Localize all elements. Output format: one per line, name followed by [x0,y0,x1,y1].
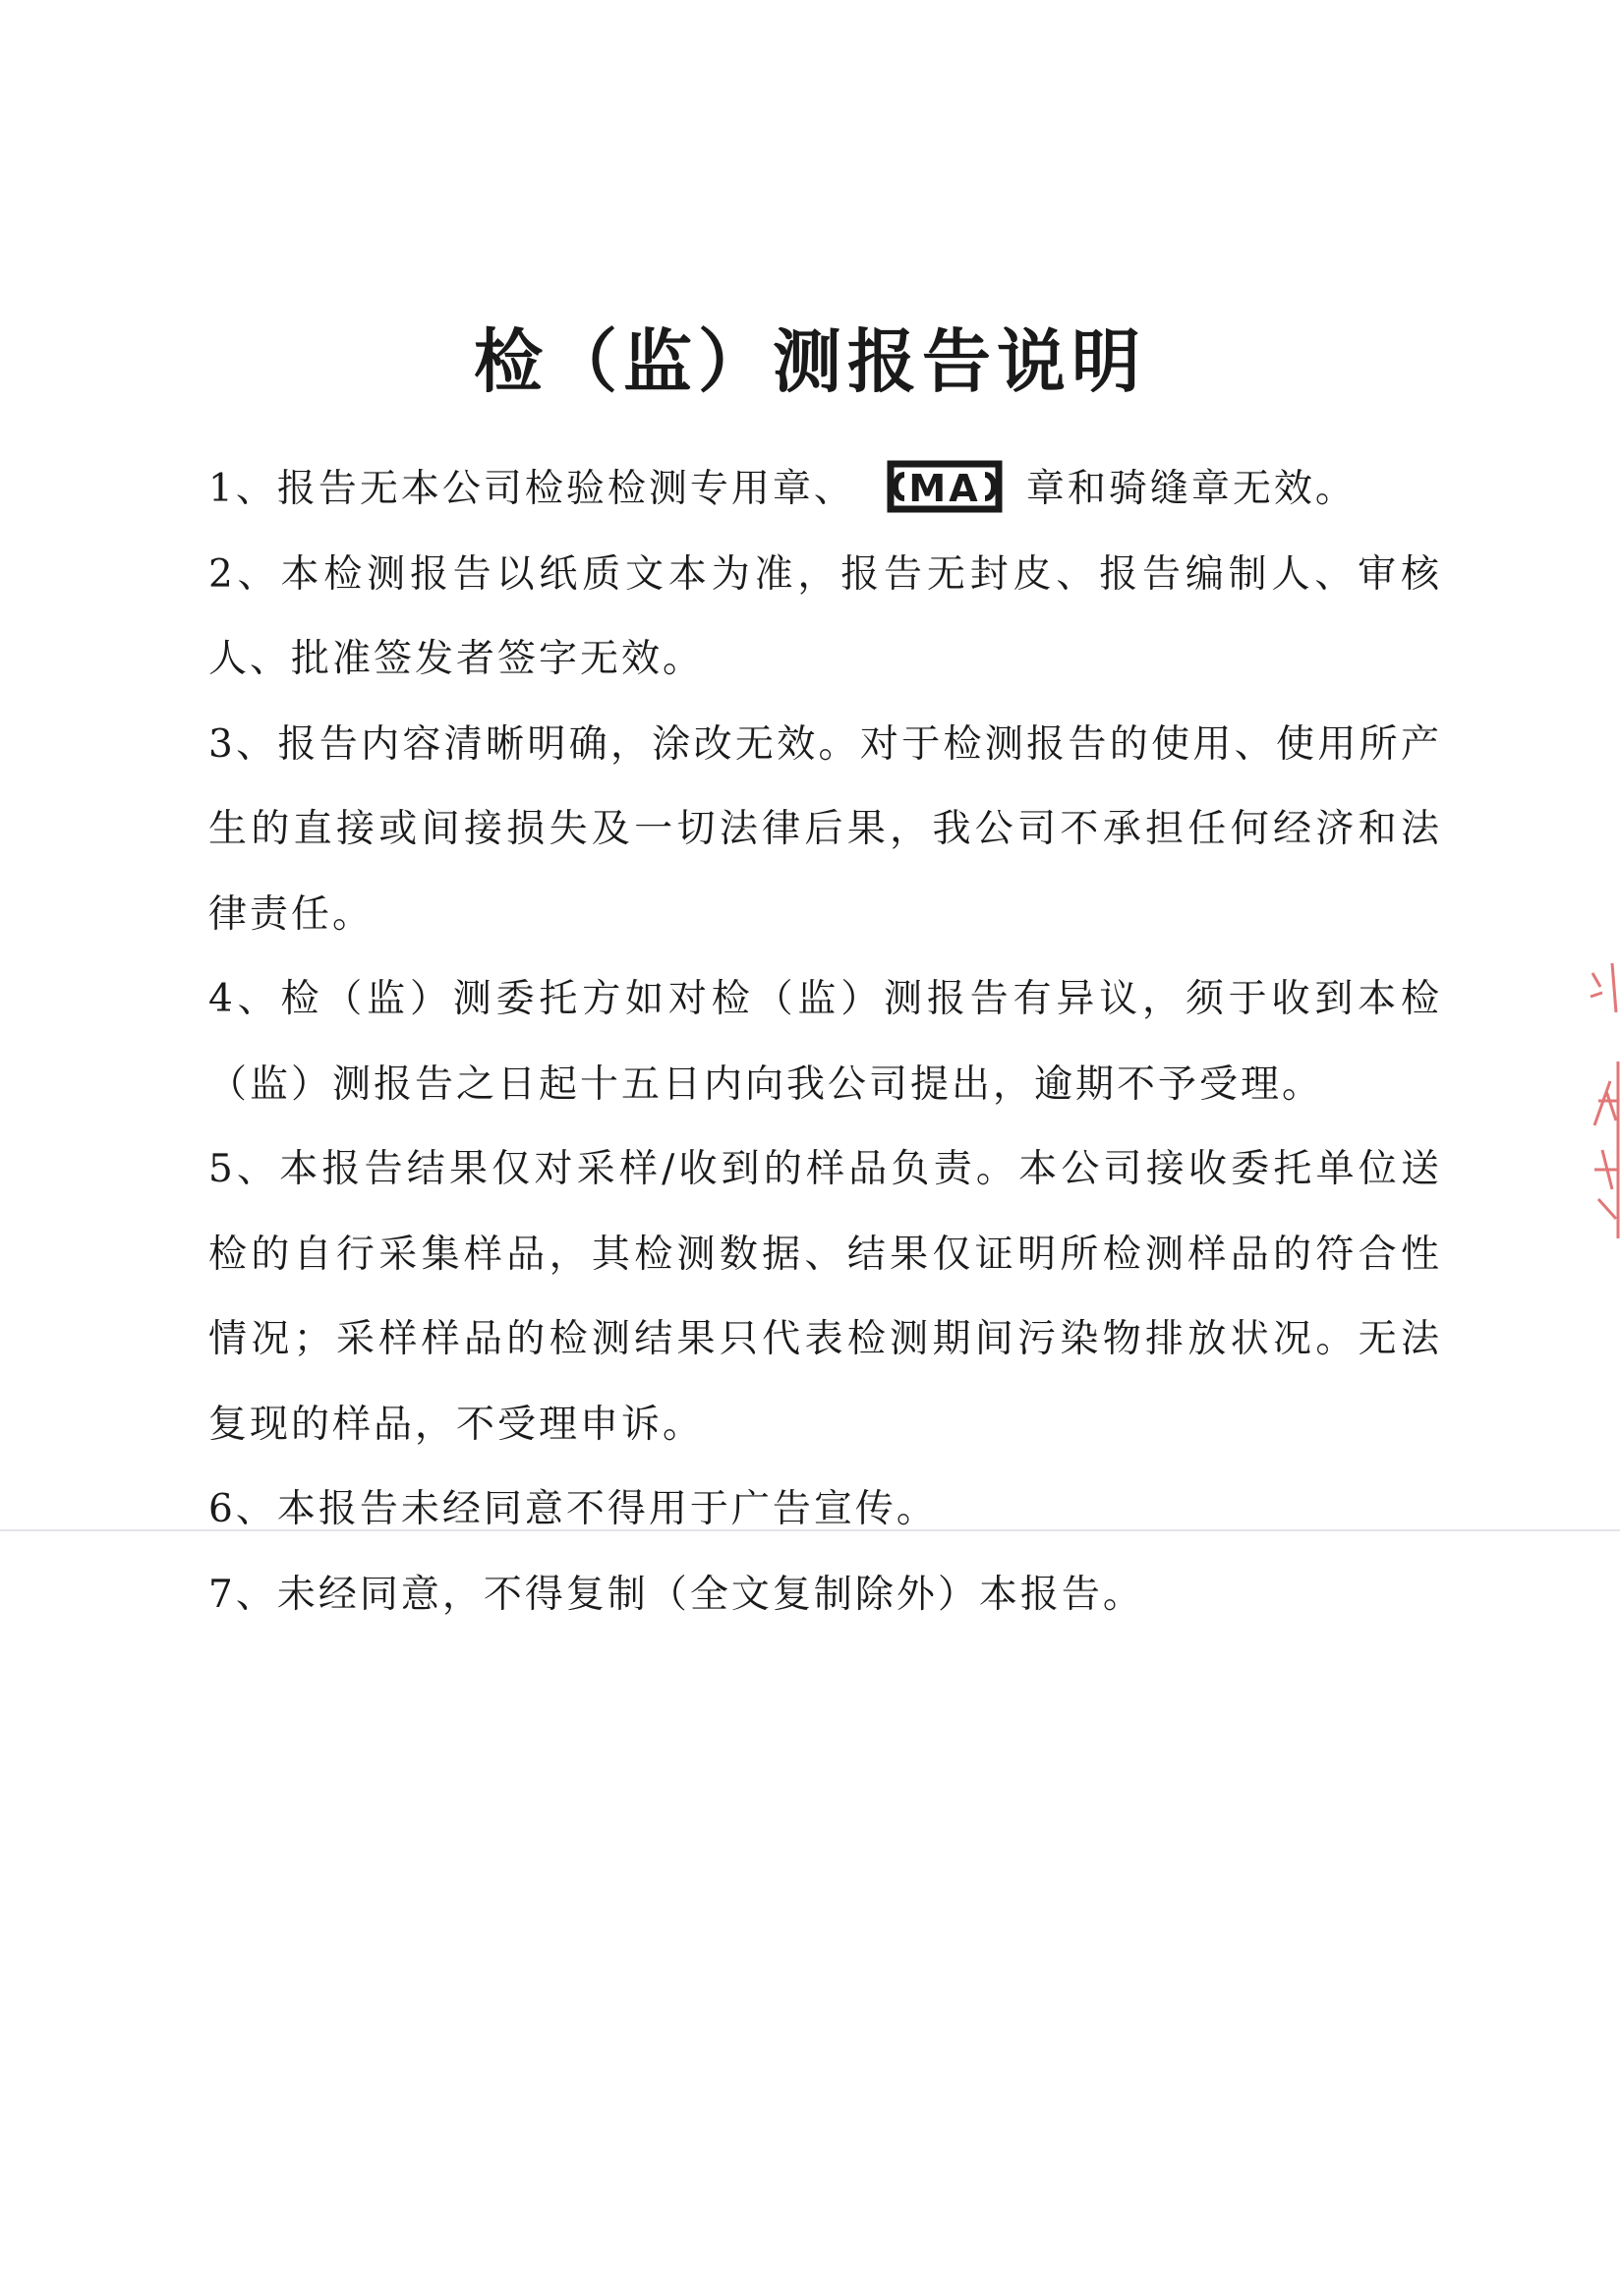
cma-mark-icon [885,455,1005,520]
item-5: 5、本报告结果仅对采样/收到的样品负责。本公司接收委托单位送检的自行采集样品，其检测数据、结果仅证明所检测样品的符合性情况；采样样品的检测结果只代表检测期间污染物排放状况。无法复现的样品，不受理申诉。 [208,1147,1442,1447]
document-body [208,447,1442,1637]
item-7: 7、未经同意，不得复制（全文复制除外）本报告。 [208,1572,1144,1617]
item-4: 4、检（监）测委托方如对检（监）测报告有异议，须于收到本检（监）测报告之日起十五日内向我公司提出，逾期不予受理。 [208,977,1442,1107]
cma-mark-text: MA [908,467,981,510]
item-1 [208,447,1442,533]
item-6: 6、本报告未经同意不得用于广告宣传。 [208,1487,938,1531]
item-3: 3、报告内容清晰明确，涂改无效。对于检测报告的使用、使用所产生的直接或间接损失及一切法律后果，我公司不承担任何经济和法律责任。 [208,721,1442,937]
seal-fragment-icon [1573,953,1620,1248]
item-1-text-before: 1、报告无本公司检验检测专用章、 [208,467,855,511]
item-2: 2、本检测报告以纸质文本为准，报告无封皮、报告编制人、审核人、批准签发者签字无效。 [208,551,1442,681]
item-1-text-after: 章和骑缝章无效。 [1025,467,1357,511]
document-title: 检（监）测报告说明 [474,320,1146,402]
